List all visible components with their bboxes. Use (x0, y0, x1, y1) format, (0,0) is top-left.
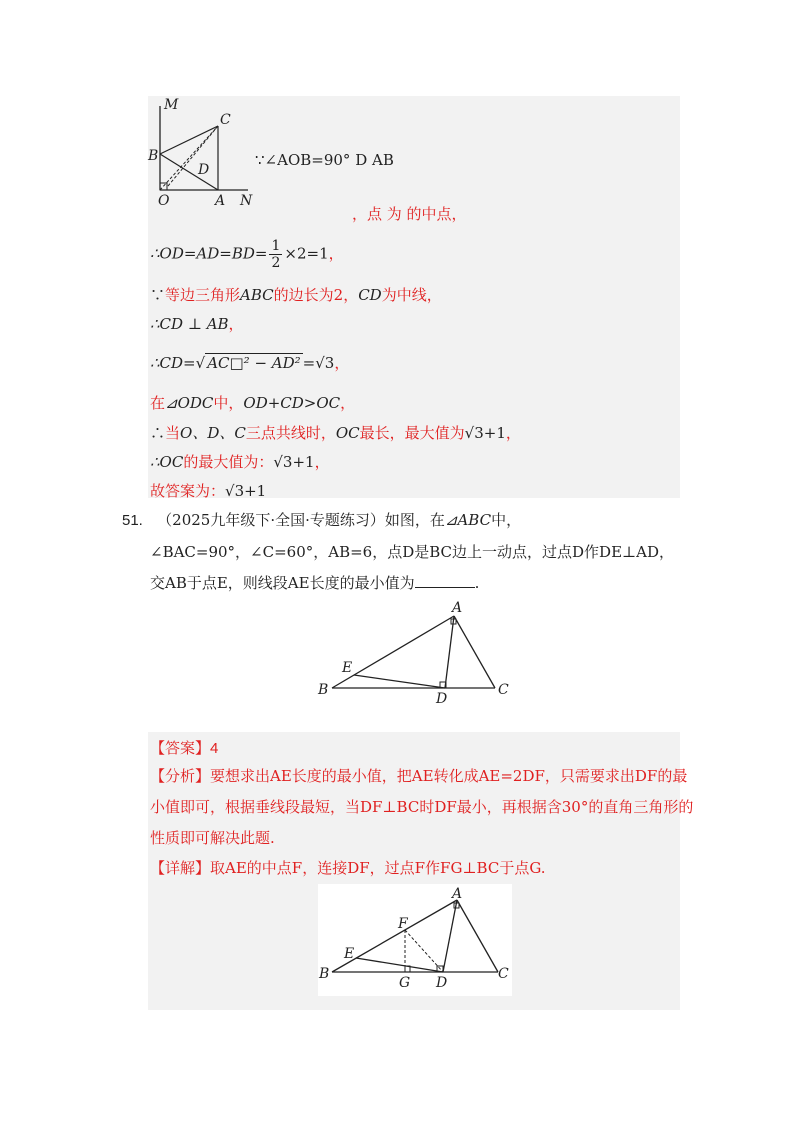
label-f: F (398, 916, 408, 932)
label-c: C (220, 112, 231, 128)
label-c: C (498, 966, 509, 982)
problem-51-line2: ∠BAC=90°，∠C=60°，AB=6，点D是BC边上一动点，过点D作DE⊥AD， (150, 543, 674, 561)
label-d: D (198, 162, 210, 178)
problem-51-line1: 51. （2025九年级下·全国·专题练习）如图，在⊿ABC中， (122, 511, 522, 529)
analysis-line3: 性质即可解决此题. (150, 829, 275, 847)
perpendicular-line: ∴CD ⊥ AB， (150, 315, 244, 333)
label-m: M (164, 97, 179, 113)
od-equation-line: ∴OD=AD=BD= $\frac{1}{2}$ ×2=1， (150, 238, 344, 271)
answer-line: 故答案为：√3+1 (150, 482, 267, 500)
label-a: A (452, 600, 463, 616)
label-d: D (436, 691, 448, 707)
figure-triangle-detail (318, 884, 512, 996)
label-g: G (399, 975, 411, 991)
figure-triangle-abc (312, 598, 522, 708)
detail-line: 【详解】取AE的中点F，连接DF，过点F作FG⊥BC于点G. (150, 859, 546, 877)
label-d: D (436, 975, 448, 991)
label-b: B (319, 966, 330, 982)
figure-square-oabc (140, 94, 260, 209)
midpoint-line: ，点 为 的中点， (352, 205, 467, 223)
label-a: A (215, 193, 226, 209)
label-e: E (342, 660, 353, 676)
label-b: B (148, 148, 159, 164)
max-value-line: ∴OC的最大值为：√3+1， (150, 453, 330, 471)
collinear-line: ∴当O、D、C三点共线时，OC最长，最大值为√3+1， (150, 424, 521, 442)
answer-blank (415, 573, 475, 588)
label-o: O (158, 193, 170, 209)
answer-tag-line: 【答案】4 (150, 740, 219, 757)
equilateral-line: ∵等边三角形ABC的边长为2，CD为中线， (150, 286, 442, 304)
triangle-inequality-line: 在⊿ODC中，OD+CD>OC， (150, 394, 356, 412)
label-e: E (344, 946, 355, 962)
label-a: A (452, 886, 463, 902)
given-angle-line: ∵∠AOB=90° D AB (255, 151, 394, 169)
cd-length-line: ∴CD=√ AC□² − AD² =√3， (150, 354, 350, 372)
label-c: C (498, 682, 509, 698)
fraction-half: $\frac{1}{2}$ (271, 238, 281, 271)
analysis-line1: 【分析】要想求出AE长度的最小值，把AE转化成AE=2DF，只需要求出DF的最 (150, 767, 688, 785)
analysis-line2: 小值即可，根据垂线段最短，当DF⊥BC时DF最小，再根据含30°的直角三角形的 (150, 798, 694, 816)
label-b: B (318, 682, 329, 698)
problem-51-line3: 交AB于点E，则线段AE长度的最小值为 . (150, 574, 480, 592)
label-n: N (240, 193, 253, 209)
